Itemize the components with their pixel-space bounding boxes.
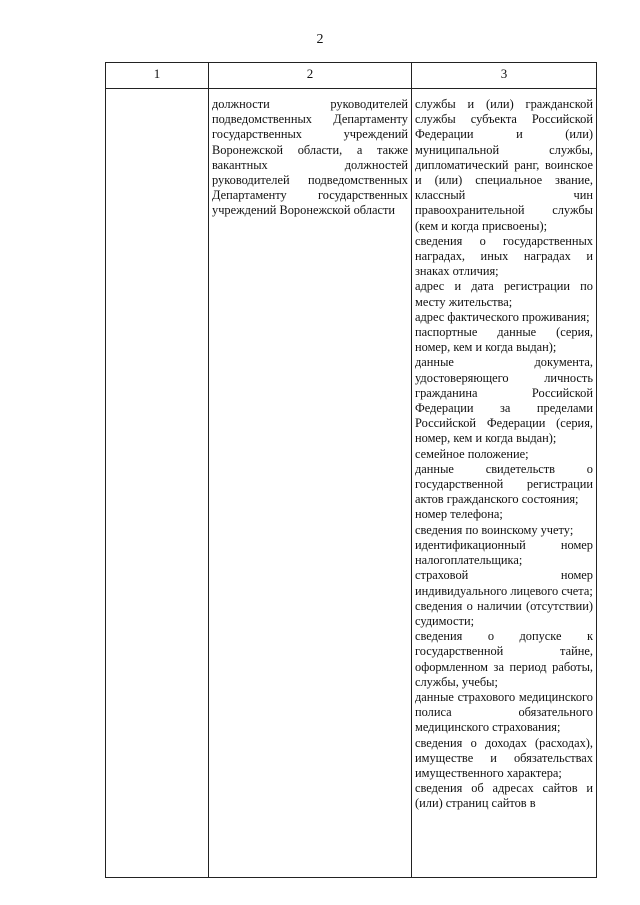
list-item: сведения об адресах сайтов и (или) страниц сайтов в — [415, 781, 593, 811]
header-cell-2: 2 — [209, 63, 412, 89]
list-item: страховой номер индивидуального лицевого счета; — [415, 568, 593, 598]
list-item: данные страхового медицинского полиса обязательного медицинского страхования; — [415, 689, 593, 735]
list-item: службы и (или) гражданской службы субъекта Российской Федерации и (или) муниципальной службы, дипломатический ранг, воинское и (или) специальное звание, классный чин правоохранительной службы (кем и когда присвоены); — [415, 97, 593, 233]
list-item: номер телефона; — [415, 507, 503, 522]
table-row — [106, 89, 597, 878]
list-item: семейное положение; — [415, 446, 529, 461]
list-item: сведения по воинскому учету; — [415, 522, 574, 537]
list-item: сведения о доходах (расходах), имуществе и обязательствах имущественного характера; — [415, 735, 593, 780]
list-item: сведения о наличии (отсутствии) судимости; — [415, 598, 593, 628]
list-item: сведения о государственных наградах, иных наградах и знаках отличия; — [415, 233, 593, 279]
header-cell-3: 3 — [412, 63, 597, 89]
list-item: данные документа, удостоверяющего личность гражданина Российской Федерации за пределами Российской Федерации (серия, номер, кем и когда выдан); — [415, 355, 593, 446]
personal-data-list — [415, 97, 593, 812]
column-2-cell — [209, 89, 412, 878]
list-item: данные свидетельств о государственной регистрации актов гражданского состояния; — [415, 461, 593, 507]
column-1-cell — [106, 89, 209, 878]
page-number: 2 — [316, 32, 324, 47]
document-table — [105, 62, 597, 878]
list-item: идентификационный номер налогоплательщика; — [415, 537, 593, 568]
position-description-text: должности руководителей подведомственных Департаменту государственных учреждений Воронежской области, а также вакантных должностей руководителей подведомственных Департаменту государственных учреждений Воронежской области — [212, 97, 408, 218]
header-cell-1: 1 — [106, 63, 209, 89]
column-3-cell — [412, 89, 597, 878]
list-item: адрес фактического проживания; — [415, 309, 590, 324]
table-header-row — [106, 63, 597, 89]
list-item: паспортные данные (серия, номер, кем и когда выдан); — [415, 325, 593, 355]
list-item: адрес и дата регистрации по месту жительства; — [415, 279, 593, 309]
list-item: сведения о допуске к государственной тайне, оформленном за период работы, службы, учебы; — [415, 629, 593, 689]
